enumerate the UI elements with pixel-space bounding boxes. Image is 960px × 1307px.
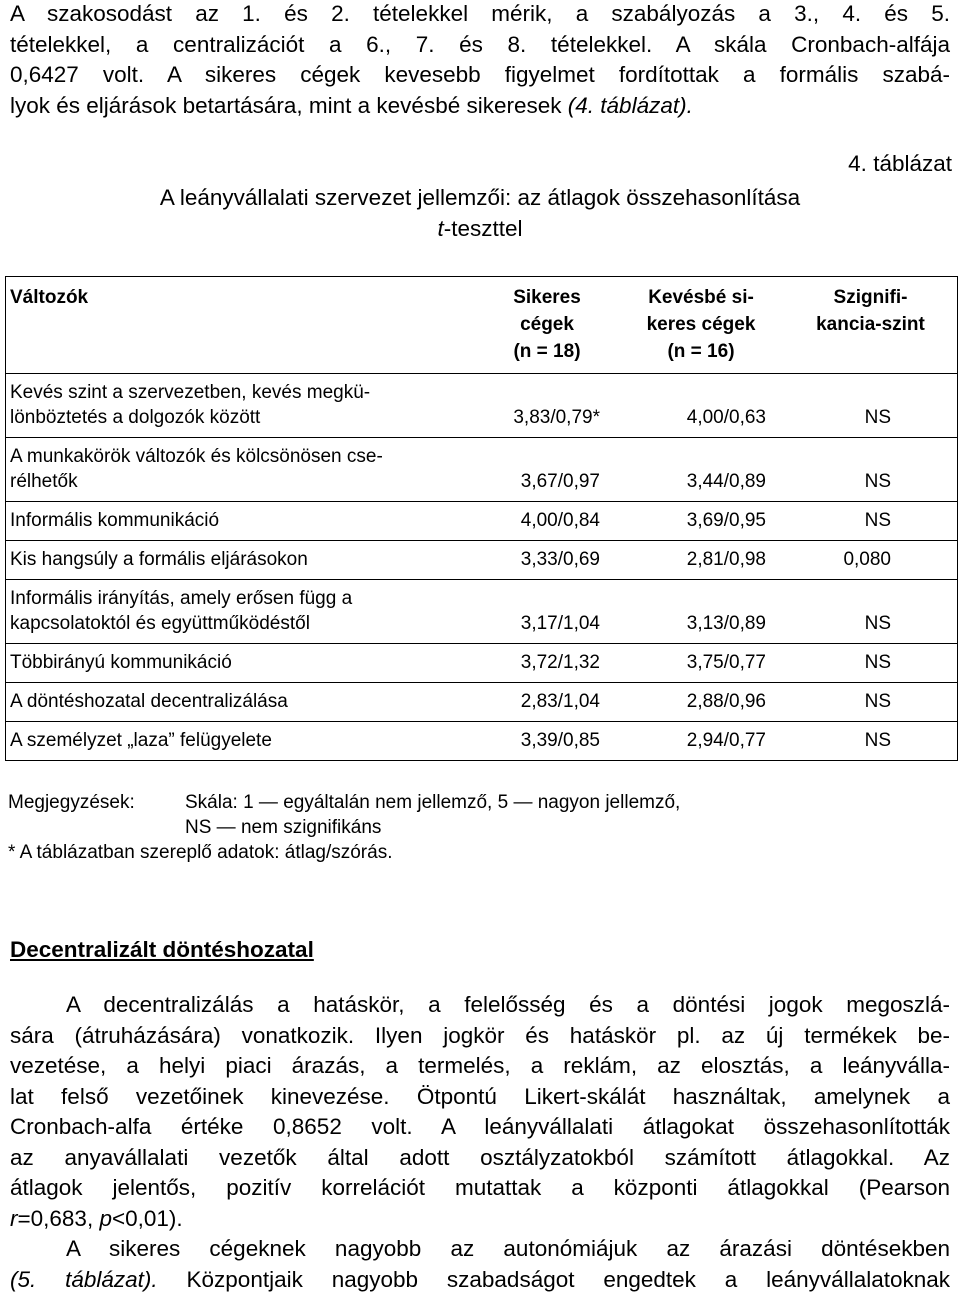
row-significance: 0,080 [784,541,957,580]
row-variable-l1: A döntéshozatal decentralizálása [10,691,288,712]
header-significance-l1: Szignifi- [833,287,908,308]
table-number: 4. táblázat [848,151,952,176]
table-header-row [6,277,957,374]
notes-label: Megjegyzések: [8,792,135,813]
row-less-successful-value: 2,94/0,77 [686,730,766,751]
row-variable-l2: rélhetők [10,471,78,492]
row-successful-value: 3,33/0,69 [476,541,618,580]
table-reference-5: (5. táblázat). [10,1266,158,1292]
pearson-r-value: =0,683, [17,1205,100,1231]
section-paragraph-1 [10,990,950,1295]
row-variable-l1: Informális irányítás, amely erősen függ a [10,588,353,609]
table-row [6,580,957,644]
row-less-successful-value: 3,44/0,89 [618,438,784,502]
row-less-successful-value: 2,88/0,96 [618,683,784,722]
row-variable-l1: Többirányú kommunikáció [10,652,232,673]
notes-asterisk: * A táblázatban szereplő adatok: átlag/szórás. [8,842,393,863]
intro-line-2: tételekkel, a centralizációt a 6., 7. és 8. tételekkel. A skála Cronbach-alfája [10,31,950,57]
row-variable [6,502,476,541]
notes-row-1 [8,790,680,815]
p1-line-8 [10,1204,950,1235]
notes-row-2 [8,815,680,840]
row-variable-l2: lönböztetés a dolgozók között [10,407,261,428]
p1-line-5: Cronbach-alfa értéke 0,8652 volt. A leányvállalati átlagokat összehasonlították [10,1114,950,1139]
table-grid [6,277,957,760]
table-row [6,541,957,580]
comparison-table [5,276,958,761]
row-variable [6,541,476,580]
intro-paragraph [10,0,950,121]
row-variable [6,722,476,761]
table-row [6,644,957,683]
notes-ns: NS — nem szignifikáns [185,817,382,838]
teszttel-text: -teszttel [443,216,523,241]
p2-line-1: A sikeres cégeknek nagyobb az autonómiájuk az árazási döntésekben [66,1236,950,1261]
row-successful-value: 4,00/0,84 [476,502,618,541]
header-successful [476,277,618,374]
row-successful-value: 3,67/0,97 [476,438,618,502]
table-row [6,438,957,502]
row-successful-value: 3,72/1,32 [476,644,618,683]
row-variable [6,374,476,438]
p1-line-3: vezetése, a helyi piaci árazás, a termelés, a reklám, az elosztás, a leányválla- [10,1053,950,1078]
notes-spacer [8,815,185,840]
row-less-successful-value: 2,81/0,98 [618,541,784,580]
p2-line-2 [10,1265,950,1296]
notes-scale: Skála: 1 — egyáltalán nem jellemző, 5 — nagyon jellemző, [185,792,681,813]
p-value: <0,01). [111,1205,183,1231]
row-variable-l2: kapcsolatoktól és együttműködéstől [10,613,310,634]
section-heading: Decentralizált döntéshozatal [10,937,314,962]
row-less-successful-value: 3,69/0,95 [618,502,784,541]
header-significance [784,277,957,374]
row-significance: NS [784,580,957,644]
row-variable [6,683,476,722]
row-significance: NS [784,644,957,683]
row-variable-l1: Kis hangsúly a formális eljárásokon [10,549,308,570]
row-variable [6,644,476,683]
row-successful-value: 3,17/1,04 [476,580,618,644]
table-title-line-2 [0,213,960,244]
table-row [6,683,957,722]
row-successful-value: 2,83/1,04 [476,683,618,722]
row-significance: NS [784,374,957,438]
row-successful-value: 3,83/0,79* [476,374,618,438]
row-successful-value: 3,39/0,85 [520,730,600,751]
p1-line-7: átlagok jelentős, pozitív korrelációt mutattak a központi átlagokkal (Pearson [10,1175,950,1200]
row-significance: NS [784,683,957,722]
table-notes [8,790,680,865]
table-row [6,722,957,761]
row-significance: NS [864,730,891,751]
table-title-line-1: A leányvállalati szervezet jellemzői: az átlagok összehasonlítása [159,185,801,210]
table-row [6,502,957,541]
intro-line-1: A szakosodást az 1. és 2. tételekkel mérik, a szabályozás a 3., 4. és 5. [10,1,950,26]
p1-line-2: sára (átruházására) vonatkozik. Ilyen jogkör és hatáskör pl. az új termékek be- [10,1022,950,1048]
row-less-successful-value: 3,13/0,89 [618,580,784,644]
table-row [6,374,957,438]
row-less-successful-value: 4,00/0,63 [618,374,784,438]
row-variable-l1: Kevés szint a szervezetben, kevés megkü- [10,382,371,403]
p-value-symbol: p [99,1205,112,1231]
header-successful-l1: Sikeres [513,287,581,308]
intro-line-4 [10,91,950,122]
header-variables [6,277,476,374]
p1-line-6: az anyavállalati vezetők által adott osztályzatokból számított átlagokkal. Az [10,1144,950,1170]
header-less-l2: keres cégek [646,314,756,335]
p1-line-4: lat felső vezetőinek kinevezése. Ötpontú Likert-skálát használtak, amelynek a [10,1083,950,1109]
header-less-successful [618,277,784,374]
row-variable-l1: A személyzet „laza” felügyelete [10,730,272,751]
header-successful-l3: (n = 18) [513,341,581,362]
header-variables-label: Változók [10,287,89,308]
header-significance-l2: kancia-szint [816,314,925,335]
intro-line-4-text: lyok és eljárások betartására, mint a kevésbé sikeresek [10,92,562,118]
row-variable-l1: A munkakörök változók és kölcsönösen cse- [10,446,383,467]
header-less-l1: Kevésbé si- [648,287,754,308]
p1-line-1: A decentralizálás a hatáskör, a felelősség és a döntési jogok megoszlá- [66,992,950,1017]
table-title [0,182,960,244]
row-variable [6,580,476,644]
intro-line-3: 0,6427 volt. A sikeres cégek kevesebb figyelmet fordítottak a formális szabá- [10,62,950,87]
row-variable-l1: Informális kommunikáció [10,510,220,531]
header-less-l3: (n = 16) [667,341,735,362]
row-significance: NS [784,438,957,502]
row-less-successful-value: 3,75/0,77 [618,644,784,683]
p2-line-2-text: Központjaik nagyobb szabadságot engedtek a leányvállalatoknak [157,1266,951,1292]
row-significance: NS [784,502,957,541]
header-successful-l2: cégek [520,314,574,335]
table-reference-4: (4. táblázat). [567,92,693,118]
pearson-r: r [10,1205,18,1231]
row-variable [6,438,476,502]
t-italic: t [437,216,444,241]
